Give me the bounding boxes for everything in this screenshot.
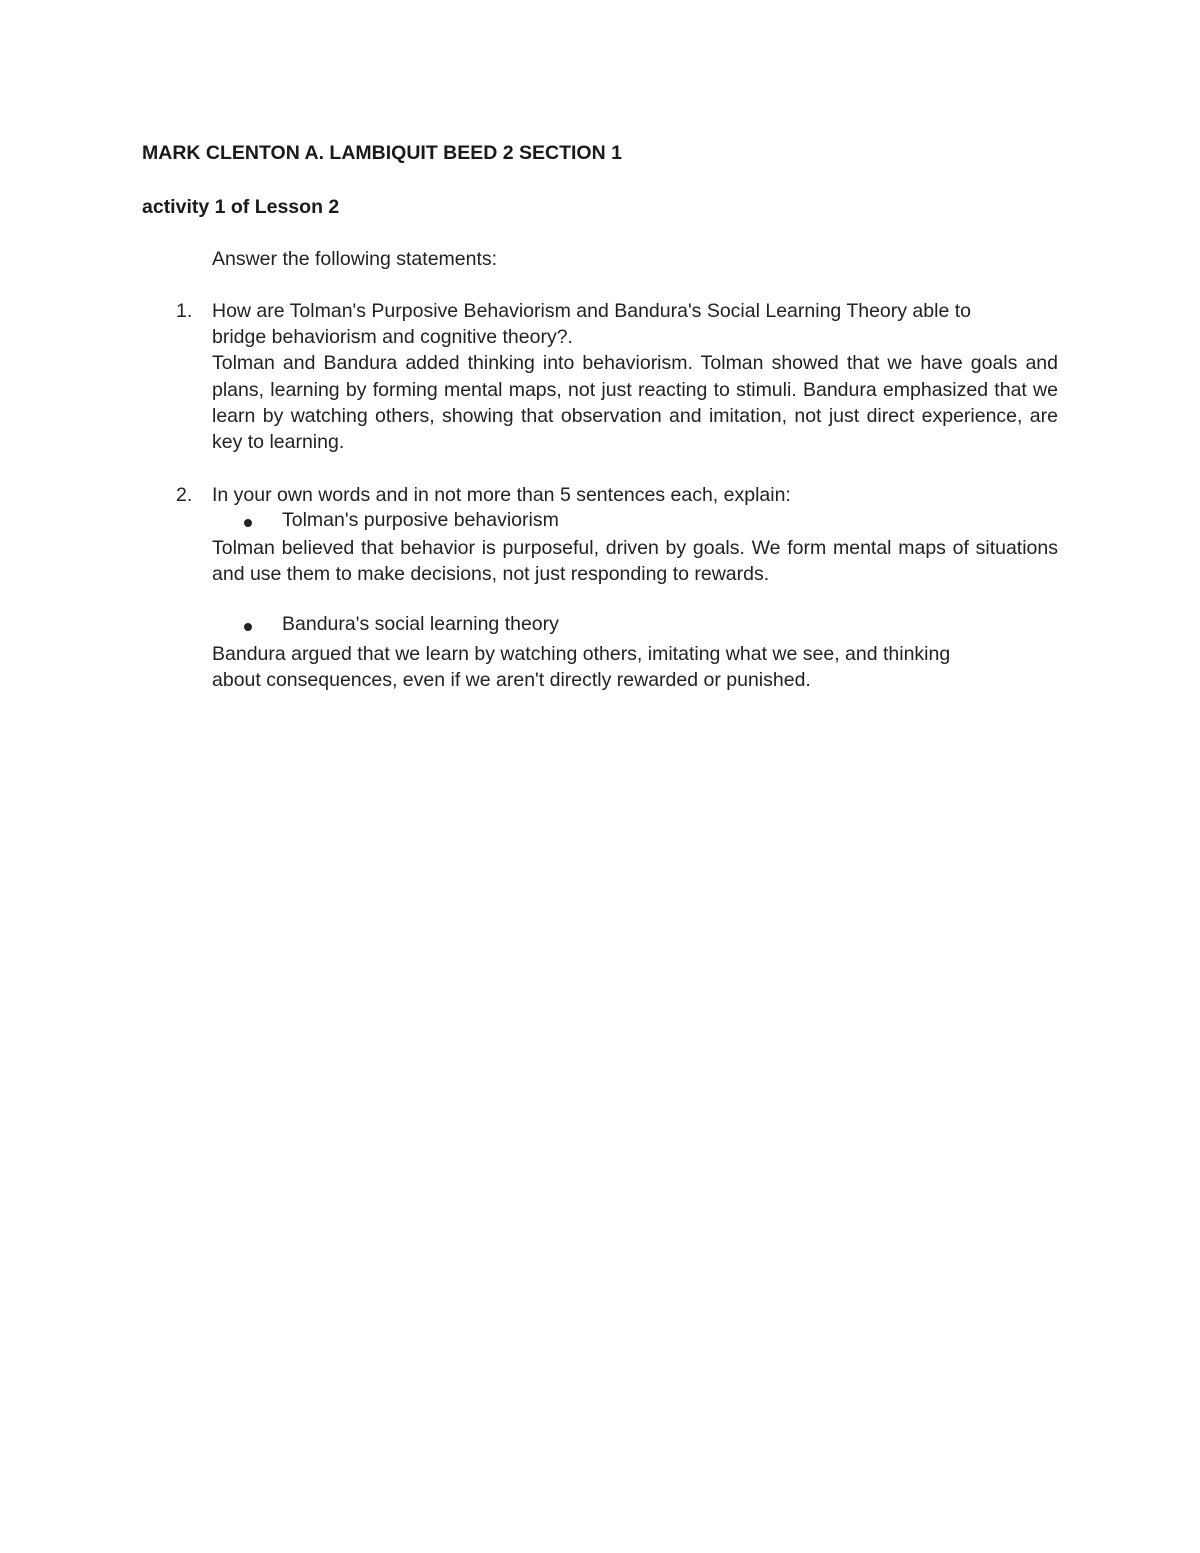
question-2-prompt — [212, 482, 1058, 508]
bullet-item-answer: Tolman believed that behavior is purposeful, driven by goals. We form mental maps of situations and use them to make decisions, not just responding to rewards. — [212, 537, 1058, 586]
question-number: 1. — [176, 300, 193, 322]
activity-title: activity 1 of Lesson 2 — [142, 196, 340, 218]
answer-line: Bandura argued that we learn by watching others, imitating what we see, and thinking — [212, 643, 951, 665]
student-name-heading: MARK CLENTON A. LAMBIQUIT BEED 2 SECTION 1 — [142, 142, 622, 164]
bullet-icon — [244, 519, 252, 527]
bullet-item-answer — [212, 641, 1058, 693]
instruction-text: Answer the following statements: — [212, 248, 498, 270]
question-1-text-line: How are Tolman's Purposive Behaviorism and Bandura's Social Learning Theory able to — [212, 300, 971, 322]
bullet-item-title: Tolman's purposive behaviorism — [282, 509, 559, 531]
question-2-text: In your own words and in not more than 5 sentences each, explain: — [212, 484, 791, 506]
question-number: 2. — [176, 484, 193, 506]
question-1 — [212, 298, 1058, 455]
bullet-icon — [244, 623, 252, 631]
bullet-item-title: Bandura's social learning theory — [282, 613, 559, 635]
answer-1-text: Tolman and Bandura added thinking into behaviorism. Tolman showed that we have goals and plans, learning by forming mental maps, not just reacting to stimuli. Bandura emphasized that we learn by watching others, showing that observation and imitation, not just direct experience, are key to learning. — [212, 352, 1058, 454]
answer-line: about consequences, even if we aren't directly rewarded or punished. — [212, 669, 811, 692]
question-1-text-line: bridge behaviorism and cognitive theory?. — [212, 326, 573, 349]
